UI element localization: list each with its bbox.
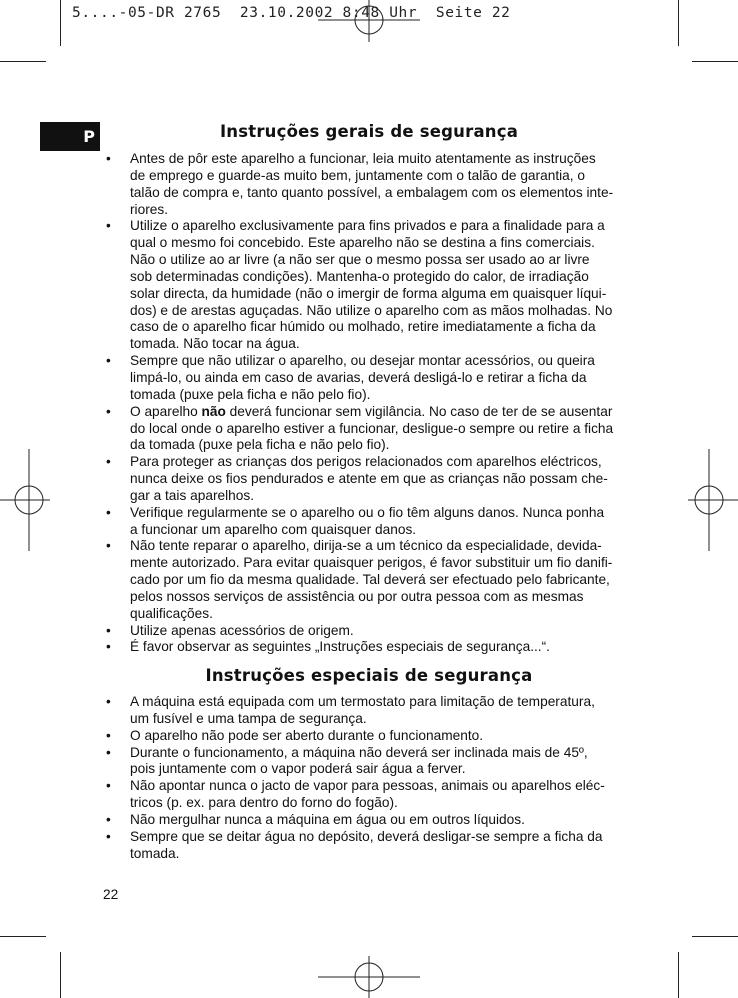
crosshair-circle-icon	[0, 449, 50, 551]
list-item	[103, 538, 638, 622]
item-text: talão de compra e, tanto quanto possível, a embalagem com os elementos inte-	[130, 184, 614, 200]
language-tab: P	[40, 122, 100, 151]
list-item	[103, 778, 638, 812]
item-text: limpá-lo, ou ainda em caso de avarias, deverá desligá-lo e retirar a ficha da	[130, 369, 587, 385]
item-text: O aparelho	[130, 403, 202, 419]
item-text: tomada (puxe pela ficha e não pelo fio).	[130, 386, 371, 402]
item-text: mente autorizado. Para evitar quaisquer perigos, é favor substituir um fio danifi-	[130, 555, 613, 571]
item-text: Verifique regularmente se o aparelho ou o fio têm alguns danos. Nunca ponha	[130, 504, 605, 520]
item-text: É favor observar as seguintes „Instruções especiais de segurança...“.	[130, 639, 550, 655]
general-safety-list	[103, 151, 638, 656]
item-text: Para proteger as crianças dos perigos relacionados com aparelhos eléctricos,	[130, 454, 602, 470]
item-text: um fusível e uma tampa de segurança.	[130, 710, 367, 726]
section-title-general-safety: Instruções gerais de segurança	[219, 122, 519, 141]
crosshair-circle-icon	[318, 956, 420, 998]
item-text: Não o utilize ao ar livre (a não ser que o mesmo possa ser usado ao ar livre	[130, 252, 590, 268]
item-text: Não apontar nunca o jacto de vapor para pessoas, animais ou aparelhos eléc-	[130, 778, 605, 794]
list-item	[103, 404, 638, 455]
list-item	[103, 812, 638, 829]
item-text: do local onde o aparelho estiver a funcionar, desligue-o sempre ou retire a ficha	[130, 420, 614, 436]
item-text: Durante o funcionamento, a máquina não deverá ser inclinada mais de 45º,	[130, 744, 588, 760]
crop-mark-icon	[692, 61, 738, 62]
list-item	[103, 829, 638, 863]
crop-mark-icon	[692, 936, 738, 937]
item-text: de emprego e guarde-as muito bem, juntamente com o talão de garantia, o	[130, 167, 586, 183]
list-item	[103, 639, 638, 656]
crop-mark-icon	[678, 952, 679, 998]
item-text: O aparelho não pode ser aberto durante o funcionamento.	[130, 727, 484, 743]
item-text: Sempre que se deitar água no depósito, deverá desligar-se sempre a ficha da	[130, 828, 603, 844]
item-text: tomada.	[130, 845, 180, 861]
item-text: pelos nossos serviços de assistência ou por outra pessoa com as mesmas	[130, 588, 584, 604]
list-item	[103, 745, 638, 779]
print-header: 5....-05-DR 2765 23.10.2002 8:48 Uhr Seite 22	[72, 5, 511, 21]
list-item	[103, 218, 638, 353]
list-item	[103, 728, 638, 745]
special-safety-list	[103, 694, 638, 862]
item-text: tricos (p. ex. para dentro do forno do fogão).	[130, 795, 398, 811]
item-text: da tomada (puxe pela ficha e não pelo fio).	[130, 437, 390, 453]
item-text: Antes de pôr este aparelho a funcionar, leia muito atentamente as instruções	[130, 151, 596, 166]
item-text: tomada. Não tocar na água.	[130, 336, 300, 352]
list-item	[103, 353, 638, 404]
item-text: Não tente reparar o aparelho, dirija-se a um técnico da especialidade, devida-	[130, 538, 602, 554]
list-item	[103, 454, 638, 505]
item-text: Sempre que não utilizar o aparelho, ou desejar montar acessórios, ou queira	[130, 353, 595, 369]
crop-mark-icon	[678, 0, 679, 46]
item-text: caso de o aparelho ficar húmido ou molhado, retire imediatamente a ficha da	[130, 319, 596, 335]
item-text: riores.	[130, 201, 169, 217]
item-text: solar directa, da humidade (não o imergir de forma alguma em quaisquer líqui-	[130, 285, 607, 301]
list-item	[103, 151, 638, 218]
crosshair-circle-icon	[688, 449, 738, 551]
crop-mark-icon	[60, 952, 61, 998]
emphasis-text: não	[201, 403, 226, 419]
list-item	[103, 623, 638, 640]
item-text: qualificações.	[130, 605, 213, 621]
item-text: pois juntamente com o vapor poderá sair água a ferver.	[130, 761, 466, 777]
crop-mark-icon	[60, 0, 61, 46]
item-text: a funcionar um aparelho com quaisquer danos.	[130, 521, 417, 537]
item-text: cado por um fio da mesma qualidade. Tal deverá ser efectuado pelo fabricante,	[130, 572, 610, 588]
item-text: sob determinadas condições). Mantenha-o protegido do calor, de irradiação	[130, 268, 589, 284]
item-text: nunca deixe os fios pendurados e atente em que as crianças não possam che-	[130, 471, 608, 487]
item-text: Utilize apenas acessórios de origem.	[130, 622, 354, 638]
crop-mark-icon	[0, 936, 46, 937]
item-text: A máquina está equipada com um termostato para limitação de temperatura,	[130, 694, 595, 709]
item-text: dos) e de arestas aguçadas. Não utilize o aparelho com as mãos molhadas. No	[130, 302, 613, 318]
crop-mark-icon	[0, 61, 46, 62]
section-title-special-safety: Instruções especiais de segurança	[205, 666, 533, 685]
item-text: gar a tais aparelhos.	[130, 487, 255, 503]
item-text: Não mergulhar nunca a máquina em água ou em outros líquidos.	[130, 811, 525, 827]
list-item	[103, 505, 638, 539]
item-text: Utilize o aparelho exclusivamente para fins privados e para a finalidade para a	[130, 218, 605, 234]
list-item	[103, 694, 638, 728]
item-text: qual o mesmo foi concebido. Este aparelho não se destina a fins comerciais.	[130, 235, 595, 251]
page-number: 22	[103, 887, 119, 902]
item-text: deverá funcionar sem vigilância. No caso de ter de se ausentar	[225, 403, 613, 419]
crosshair-circle-icon	[318, 0, 420, 42]
